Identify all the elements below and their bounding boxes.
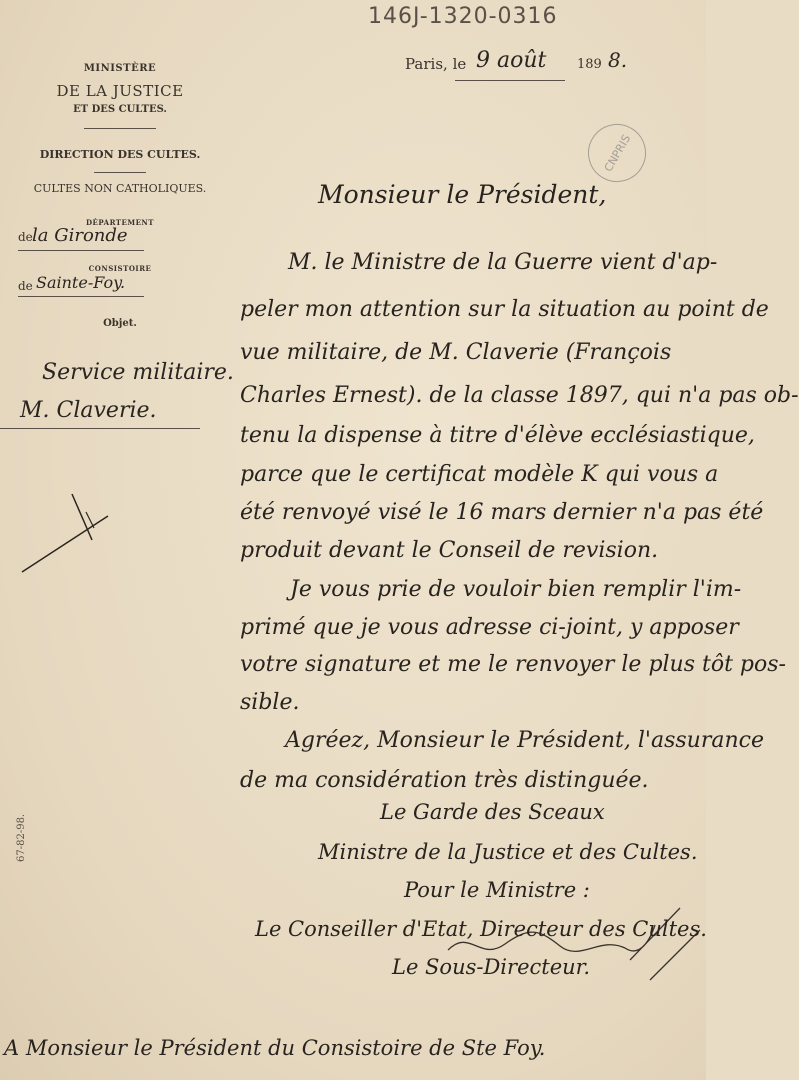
consistoire-underline [18, 296, 144, 297]
date-year-hand: 8. [608, 48, 628, 72]
divider [94, 172, 146, 173]
letterhead-justice: DE LA JUSTICE [56, 82, 184, 100]
letter-line: M. le Ministre de la Guerre vient d'ap- [288, 250, 718, 275]
letter-line: Charles Ernest). de la classe 1897, qui n'a pas ob- [240, 383, 799, 408]
letter-line: sible. [240, 690, 300, 715]
salutation: Monsieur le Président, [318, 180, 607, 209]
letter-line: vue militaire, de M. Claverie (François [240, 340, 672, 365]
letter-line: primé que je vous adresse ci-joint, y apposer [240, 615, 739, 640]
letter-line: peler mon attention sur la situation au point de [240, 297, 769, 322]
objet-underline [0, 428, 200, 429]
signature-line-ministre: Ministre de la Justice et des Cultes. [318, 840, 698, 864]
date-place: Paris, le [405, 55, 467, 73]
objet-line-service: Service militaire. [42, 360, 234, 385]
annotation-stroke [86, 512, 94, 528]
objet-label: Objet. [103, 318, 137, 329]
departement-underline [18, 250, 144, 251]
archive-reference: 146J-1320-0316 [368, 4, 558, 29]
signature-line-sous-directeur: Le Sous-Directeur. [392, 955, 591, 979]
letterhead-direction: DIRECTION DES CULTES. [39, 148, 201, 161]
objet-line-claverie: M. Claverie. [20, 398, 157, 423]
signature-line-garde: Le Garde des Sceaux [380, 800, 605, 824]
letter-line: de ma considération très distinguée. [240, 768, 649, 793]
margin-number: 67-82-98. [16, 813, 27, 862]
letterhead-ministere: MINISTÈRE [83, 63, 157, 74]
date-underline [455, 80, 565, 81]
consistoire-value: Sainte-Foy. [36, 273, 126, 292]
divider [84, 128, 156, 129]
letter-line: votre signature et me le renvoyer le plus tôt pos- [240, 652, 786, 677]
departement-value: la Gironde [32, 225, 128, 246]
letter-line: Je vous prie de vouloir bien remplir l'im- [290, 577, 742, 602]
letterhead-cultes: ET DES CULTES. [73, 104, 167, 115]
consistoire-prefix: de [18, 279, 33, 293]
departement-label: DÉPARTEMENT [85, 218, 155, 227]
letterhead-non-catholiques: CULTES NON CATHOLIQUES. [33, 182, 207, 195]
stamp-text: CNPRIS [601, 132, 633, 174]
letter-line: Agréez, Monsieur le Président, l'assurance [285, 728, 764, 753]
annotation-stroke [22, 516, 108, 572]
letter-line: produit devant le Conseil de revision. [240, 538, 659, 563]
letter-line: parce que le certificat modèle K qui vous a [240, 462, 719, 487]
letter-line: été renvoyé visé le 16 mars dernier n'a pas été [240, 500, 764, 525]
signature-line-conseiller: Le Conseiller d'Etat, Directeur des Cultes. [255, 917, 707, 941]
letter-line: tenu la dispense à titre d'élève ecclésiastique, [240, 423, 755, 448]
date-day-month: 9 août [476, 48, 547, 73]
date-year-printed: 189 [577, 57, 602, 72]
addressee-line: A Monsieur le Président du Consistoire de Ste Foy. [4, 1036, 546, 1060]
consistoire-label: CONSISTOIRE [88, 264, 152, 273]
departement-prefix: de [18, 230, 33, 244]
signature-line-pour: Pour le Ministre : [404, 878, 590, 902]
